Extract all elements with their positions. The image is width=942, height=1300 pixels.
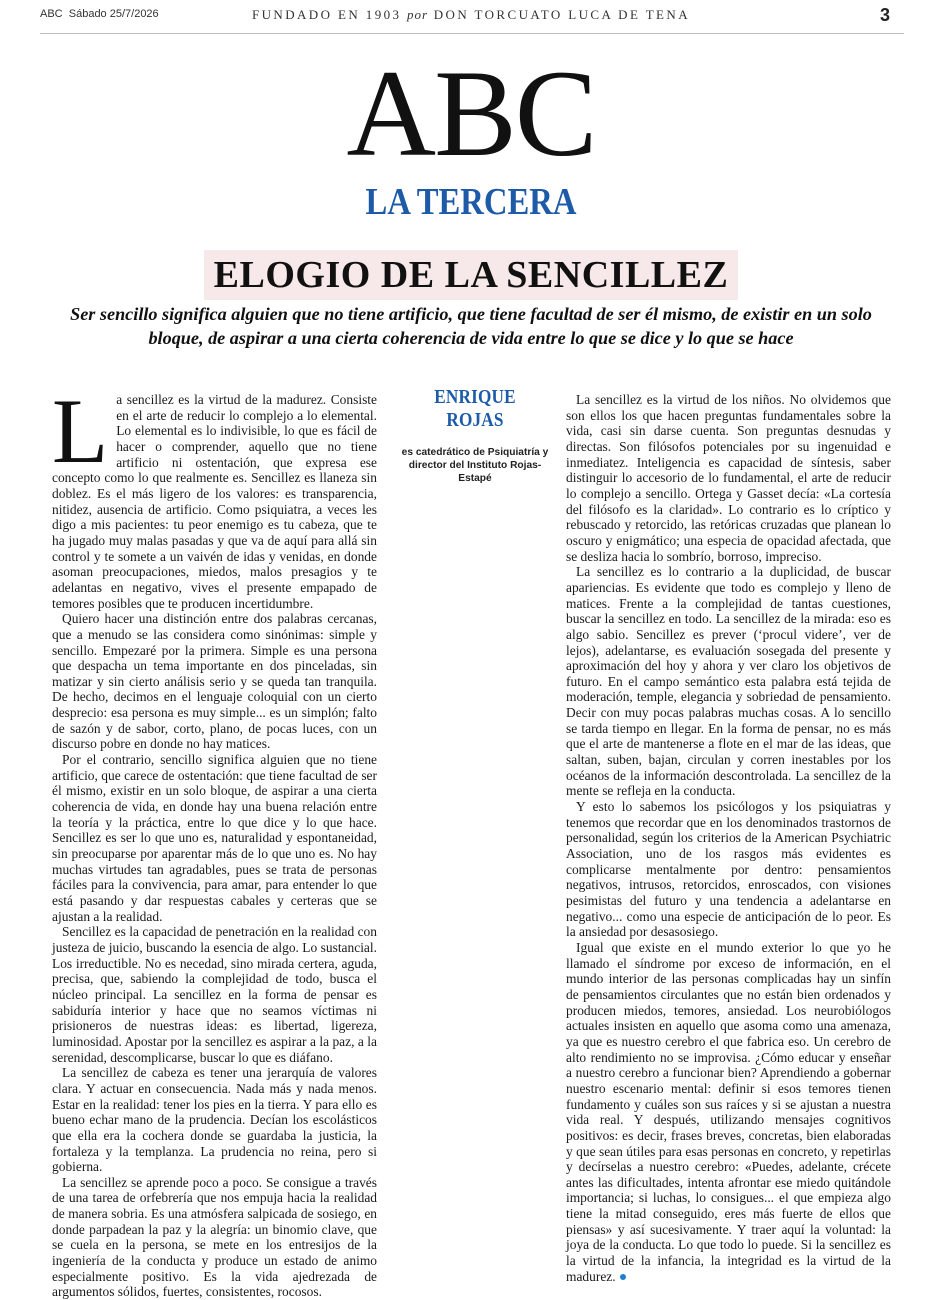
author-name: ENRIQUE ROJAS xyxy=(434,386,516,431)
headline-container xyxy=(0,250,942,300)
paragraph: La sencillez es la virtud de los niños. No olvidemos que son ellos los que hacen preguntas fundamentales sobre la vida, casi sin darse cuenta. Son preguntas desnudas y directas. Son filósofos potenciales por su ingenuidad e inmediatez. Inteligencia es capacidad de síntesis, saber distinguir lo accesorio de lo fundamental, el arte de reducir lo complejo a sencillo. Ortega y Gasset decía: «La cortesía del filósofo es la claridad». Lo contrario es lo críptico y rebuscado y retorcido, las retóricas cruzadas que planean lo oscuro y enigmático; una especia de opacidad afectada, que se desliza hacia lo sombrío, borroso, impreciso. xyxy=(566,392,891,564)
author-box xyxy=(400,386,550,485)
paragraph: Por el contrario, sencillo significa alguien que no tiene artificio, que carece de ostentación: que tiene facultad de ser él mismo, existir en un solo bloque, de aspirar a una cierta coherencia de vida, en donde hay una buena relación entre la teoría y la práctica, entre lo que dice y lo que hace. Sencillez es ser lo que uno es, naturalidad y espontaneidad, sin preocuparse por aparentar más de lo que uno es. No hay muchas virtudes tan agradables, pues se trata de personas fáciles para la convivencia, para amar, para entender lo que está pasando y dar respuestas cabales y certeras que se ajustan a la realidad. xyxy=(52,752,377,924)
page-number: 3 xyxy=(879,5,890,25)
end-mark-icon xyxy=(620,1274,626,1280)
founder-por: por xyxy=(407,7,429,22)
paragraph: La sencillez es la virtud de la madurez. Consiste en el arte de reducir lo complejo a lo elemental. Lo elemental es lo indivisible, lo que es fácil de hacer o comprender, aquello que no tiene artificio ni ostentación, que expresa ese concepto como lo que realmente es. Sencillez es llaneza sin doblez. Es el más ligero de los valores: es transparencia, nitidez, ausencia de artificio. Como psiquiatra, a veces les digo a mis pacientes: tu peor enemigo es tu cabeza, que te ha jugado muy malas pasadas y que va de aquí para allá sin control y te somete a un vaivén de idas y venidas, en donde asoman preocupaciones, miedos, malos presagios y te adelantas en negativo, vives el presente empapado de temores posibles que te producen incertidumbre. xyxy=(52,380,377,611)
masthead-logo: ABC xyxy=(346,45,596,182)
header-date: Sábado 25/7/2026 xyxy=(68,8,159,20)
column-right xyxy=(566,392,891,1284)
article-subtitle: Ser sencillo significa alguien que no tiene artificio, que tiene facultad de ser él mismo, de existir en un solo bloque, de aspirar a una cierta coherencia de vida entre lo que se dice y lo que se hace xyxy=(70,304,872,348)
header-brand: ABC xyxy=(40,8,63,20)
founder-post: DON TORCUATO LUCA DE TENA xyxy=(428,7,690,22)
section-title: LA TERCERA xyxy=(365,181,577,223)
founder-pre: FUNDADO EN 1903 xyxy=(252,7,408,22)
paragraph: La sencillez es lo contrario a la duplicidad, de buscar apariencias. Es evidente que todo es complejo y lleno de matices. Frente a la complejidad de tantas cuestiones, buscar la sencillez en todo. La sencillez de la mirada: eso es algo sabio. Sencillez es prever (‘procul videre’, ver de lejos), adelantarse, es evaluación sosegada del presente y aproximación del hoy y ahora y ver claro los objetivos de futuro. En el campo semántico esta palabra está tejida de moderación, temple, elegancia y sobriedad de pensamiento. Decir con muy pocas palabras muchas cosas. A lo sencillo se tarda tiempo en llegar. En la forma de pensar, no es más que el arte de mantenerse a flote en el mar de las ideas, que saltan, suben, bajan, circulan y corren inestables por los océanos de la información descontrolada. La sencillez de la mente se refleja en la conducta. xyxy=(566,564,891,799)
founder-line xyxy=(0,7,942,23)
paragraph: La sencillez se aprende poco a poco. Se consigue a través de una tarea de orfebrería que nos empuja hacia la realidad de manera sobria. Es una atmósfera salpicada de sosiego, en donde parpadean la paz y la alegría: un binomio clave, que se cuela en la persona, se mete en los entresijos de la ingeniería de la conducta y produce un estado de animo especialmente positivo. Es la vida ajedrezada de argumentos sólidos, fuertes, consistentes, rocosos. xyxy=(52,1174,377,1300)
paragraph: Quiero hacer una distinción entre dos palabras cercanas, que a menudo se las considera como sinónimas: simple y sencillo. Empezaré por la primera. Simple es una persona que despacha un tema importante en dos pinceladas, sin matizar y sin cierto análisis serio y se queda tan tranquila. De hecho, decimos en el lenguaje coloquial con un cierto desprecio: esa persona es muy simple... es un simplón; falto de sazón y de sabor, corto, plano, de pocas luces, con un discurso pobre en donde no hay matices. xyxy=(52,611,377,752)
drop-cap: L xyxy=(52,380,109,482)
top-bar xyxy=(0,0,942,34)
article-title: ELOGIO DE LA SENCILLEZ xyxy=(204,250,739,300)
column-left xyxy=(52,380,377,1300)
author-bio: es catedrático de Psiquiatría y director del Instituto Rojas-Estapé xyxy=(401,447,549,484)
paragraph: Igual que existe en el mundo exterior lo que yo he llamado el síndrome por exceso de información, en el mundo interior de las personas complicadas hay un sinfín de pensamientos circulantes que no están bien ordenados y producen miedos, temores, ansiedad. Los neurobiólogos actuales insisten en aquello que asoma como una amenaza, ya que es nuestro cerebro el que fabrica eso. Un cerebro de alto rendimiento no se improvisa. ¿Cómo educar y enseñar a nuestro cerebro a funcionar bien? Aprendiendo a gobernar nuestro escenario mental: definir si esos temores tienen fundamento y cuáles son sus raíces y si se ajustan a nuestra vida real. Y después, utilizando mensajes cognitivos positivos: es decir, frases breves, concretas, bien elaboradas y que sean útiles para esas personas en concreto, y repetirlas y decírselas a nuestro cerebro: «Puedes, adelante, crécete antes las dificultades, intenta afrontar ese miedo quitándole importancia; si luchas, lo consigues... el que empieza algo tiene la mitad conseguido, eres más fuerte de ellos que piensas» y así sucesivamente. Y traer aquí la voluntad: la joya de la conducta. Lo que todo lo puede. Si la sencillez es la virtud de la infancia, la integridad es la virtud de la madurez. xyxy=(566,939,891,1284)
paragraph: Sencillez es la capacidad de penetración en la realidad con justeza de juicio, buscando la esencia de algo. Lo sustancial. Los irreductible. No es necedad, sino mirada certera, aguda, precisa, que, sabiendo la complejidad de todo, busca el núcleo principal. La sencillez en la forma de pensar es sabiduría interior y hace que no seamos víctimas ni prisioneros de nuestras ideas: es libertad, ligereza, luminosidad. Apostar por la sencillez es aspirar a la paz, a la serenidad, descomplicarse, buscar lo que es diáfano. xyxy=(52,924,377,1065)
paragraph: Y esto lo sabemos los psicólogos y los psiquiatras y tenemos que recordar que en los denominados trastornos de personalidad, según los criterios de la American Psychiatric Association, uno de los rasgos más evidentes es complicarse mentalmente por dentro: pensamientos negativos, intrusos, retorcidos, enroscados, con visiones pesimistas del futuro y una tendencia a adelantarse en negativo... como una especie de anticipación de lo peor. Es la ansiedad por desasosiego. xyxy=(566,799,891,940)
header-divider xyxy=(40,33,904,34)
paragraph: La sencillez de cabeza es tener una jerarquía de valores clara. Y actuar en consecuencia. Nada más y nada menos. Estar en la realidad: tener los pies en la tierra. Y para ello es bueno echar mano de la prudencia. Decían los escolásticos que ella era la cochera donde se guardaba la justicia, la fortaleza y la templanza. La prudencia no reina, pero si gobierna. xyxy=(52,1065,377,1175)
